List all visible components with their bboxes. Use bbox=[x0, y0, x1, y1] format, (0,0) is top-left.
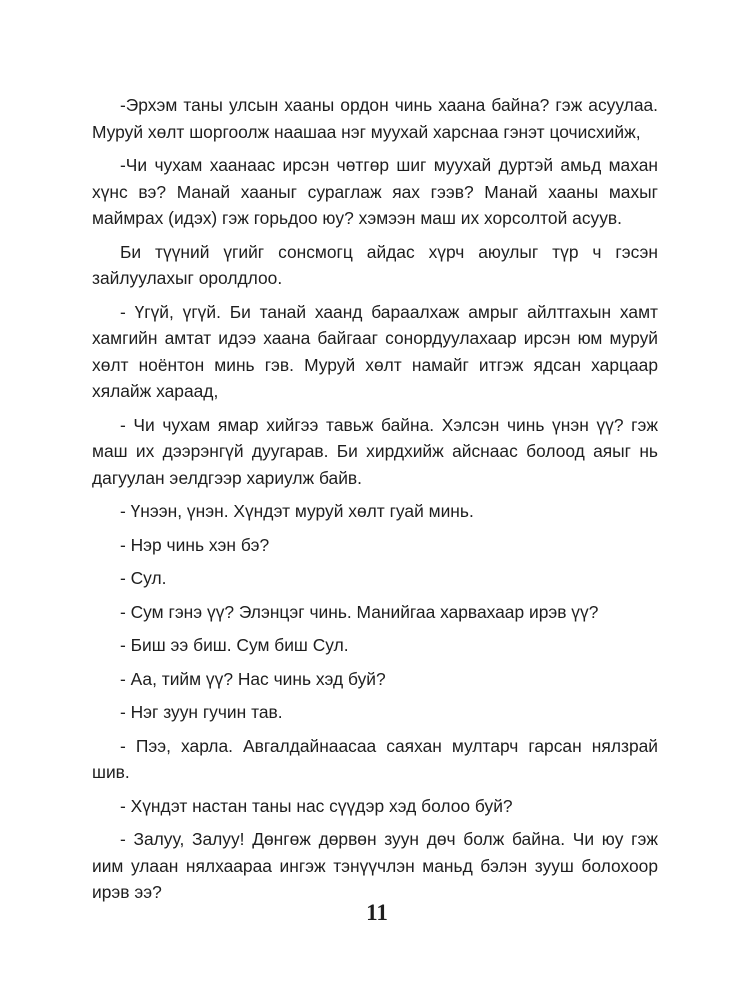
paragraph: - Залуу, Залуу! Дөнгөж дөрвөн зуун дөч болж байна. Чи юу гэж иим улаан нялхаараа ингэж тэнүүчлэн маньд бэлэн зууш болохоор ирэв ээ? bbox=[92, 829, 658, 902]
paragraph: Би түүний үгийг сонсмогц айдас хүрч аюулыг түр ч гэсэн зайлуулахыг оролдлоо. bbox=[92, 241, 658, 288]
paragraph: - Үнээн, үнэн. Хүндэт муруй хөлт гуай минь. bbox=[120, 501, 474, 521]
paragraph: -Эрхэм таны улсын хааны ордон чинь хаана байна? гэж асуулаа. Муруй хөлт шоргоолж наашаа нэг муухай харснаа гэнэт цочисхийж, bbox=[92, 95, 658, 142]
paragraph: - Аа, тийм үү? Нас чинь хэд буй? bbox=[120, 668, 386, 689]
paragraph: - Хүндэт настан таны нас сүүдэр хэд болоо буй? bbox=[120, 795, 513, 816]
paragraph: - Пээ, харла. Авгалдайнаасаа саяхан мултарч гарсан нялзрай шив. bbox=[92, 735, 658, 782]
paragraph: - Нэг зуун гучин тав. bbox=[120, 702, 283, 722]
paragraph: - Сул. bbox=[120, 568, 167, 588]
paragraph: - Биш ээ биш. Сум биш Сул. bbox=[120, 635, 349, 655]
page-number: 11 bbox=[366, 900, 388, 925]
paragraph: - Чи чухам ямар хийгээ тавьж байна. Хэлсэн чинь үнэн үү? гэж маш их дээрэнгүй дуугарав. Би хирдхийж айснаас болоод аяыг нь дагуулан эелдгээр хариулж байв. bbox=[92, 414, 658, 488]
paragraph: - Сум гэнэ үү? Элэнцэг чинь. Манийгаа харвахаар ирэв үү? bbox=[120, 601, 599, 622]
paragraph: - Нэр чинь хэн бэ? bbox=[120, 534, 270, 555]
body-text bbox=[92, 92, 658, 913]
paragraph: -Чи чухам хаанаас ирсэн чөтгөр шиг муухай дуртэй амьд махан хүнс вэ? Манай хааныг сураглаж яах гээв? Манай хааны махыг маймрах (идэх) гэж горьдоо юу? хэмээн маш их хорсолтой асуув. bbox=[92, 155, 658, 228]
paragraph: - Үгүй, үгүй. Би танай хаанд бараалхаж амрыг айлтгахын хамт хамгийн амтат идээ хаана байгааг сонордуулахаар ирсэн юм муруй хөлт ноёнтон минь гэв. Муруй хөлт намайг итгэж ядсан харцаар хялайж хараад, bbox=[92, 301, 658, 401]
